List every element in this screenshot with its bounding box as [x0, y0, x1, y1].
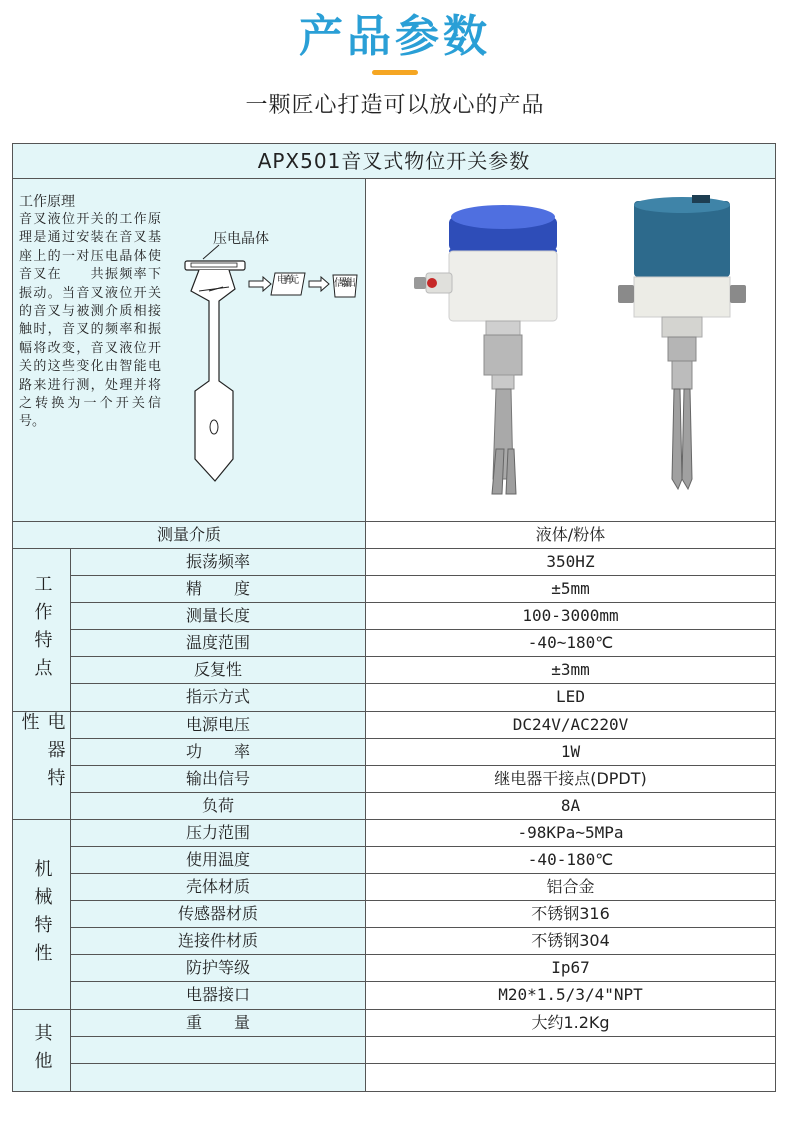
- principle-text: 音叉液位开关的工作原理是通过安装在音叉基座上的一对压电晶体使音叉在 共振频率下振动。当音叉液位开关的音叉与被测介质相接触时，音叉的频率和振幅将改变，音叉液位开关的这些变化由智能电路来进行测，处理并将之转换为一个开关信号。: [19, 212, 161, 430]
- page-subtitle: 一颗匠心打造可以放心的产品: [245, 93, 545, 118]
- spec-row: 传感器材质 不锈钢316: [71, 900, 775, 927]
- spec-row: 负荷 8A: [71, 792, 775, 819]
- title-underline: [372, 70, 418, 75]
- principle-title: 工作原理: [19, 194, 75, 210]
- spec-row: 功 率 1W: [71, 738, 775, 765]
- spec-row: 重 量 大约1.2Kg: [71, 1009, 775, 1036]
- spec-row: 防护等级 Ip67: [71, 954, 775, 981]
- tuning-fork-diagram: [171, 231, 361, 491]
- product-image-teal-cap: [618, 195, 746, 489]
- spec-row: 反复性 ±3mm: [71, 656, 775, 683]
- medium-value: 液体/粉体: [366, 522, 775, 548]
- spec-row: 指示方式 LED: [71, 683, 775, 711]
- spec-table: [12, 143, 776, 1092]
- spec-row: 振荡频率 350HZ: [71, 548, 775, 575]
- spec-row: 精 度 ±5mm: [71, 575, 775, 602]
- spec-row: 使用温度 -40-180℃: [71, 846, 775, 873]
- product-image-blue-cap: [414, 205, 557, 494]
- spec-row: 温度范围 -40~180℃: [71, 629, 775, 656]
- diagram-label-piezo: 压电晶体: [213, 231, 269, 247]
- group-label-electrical: 电器特性: [13, 711, 71, 819]
- group-label-mechanical: 机械特性: [13, 819, 71, 1009]
- spec-row: 壳体材质 铝合金: [71, 873, 775, 900]
- spec-row: 压力范围 -98KPa~5MPa: [71, 819, 775, 846]
- spec-row: 电源电压 DC24V/AC220V: [71, 711, 775, 738]
- row-measurement-medium: [13, 521, 775, 548]
- group-label-working-features: 工作特点: [13, 548, 71, 711]
- level-switch-images: [366, 179, 775, 521]
- group-label-other: 其他: [13, 1009, 71, 1091]
- medium-label: 测量介质: [13, 522, 366, 548]
- spec-row-empty: [71, 1036, 775, 1063]
- spec-row: 输出信号 继电器干接点(DPDT): [71, 765, 775, 792]
- spec-row: 连接件材质 不锈钢304: [71, 927, 775, 954]
- page-title: 产品参数: [299, 11, 491, 62]
- working-principle-panel: [13, 179, 366, 521]
- table-title: APX501音叉式物位开关参数: [13, 144, 775, 179]
- diagram-box-electronics: 电子单元: [277, 275, 299, 286]
- spec-row: 电器接口 M20*1.5/3/4"NPT: [71, 981, 775, 1009]
- product-photos: [366, 179, 775, 521]
- diagram-box-output: 信号输出: [334, 278, 356, 289]
- spec-row-empty: [71, 1063, 775, 1091]
- spec-row: 测量长度 100-3000mm: [71, 602, 775, 629]
